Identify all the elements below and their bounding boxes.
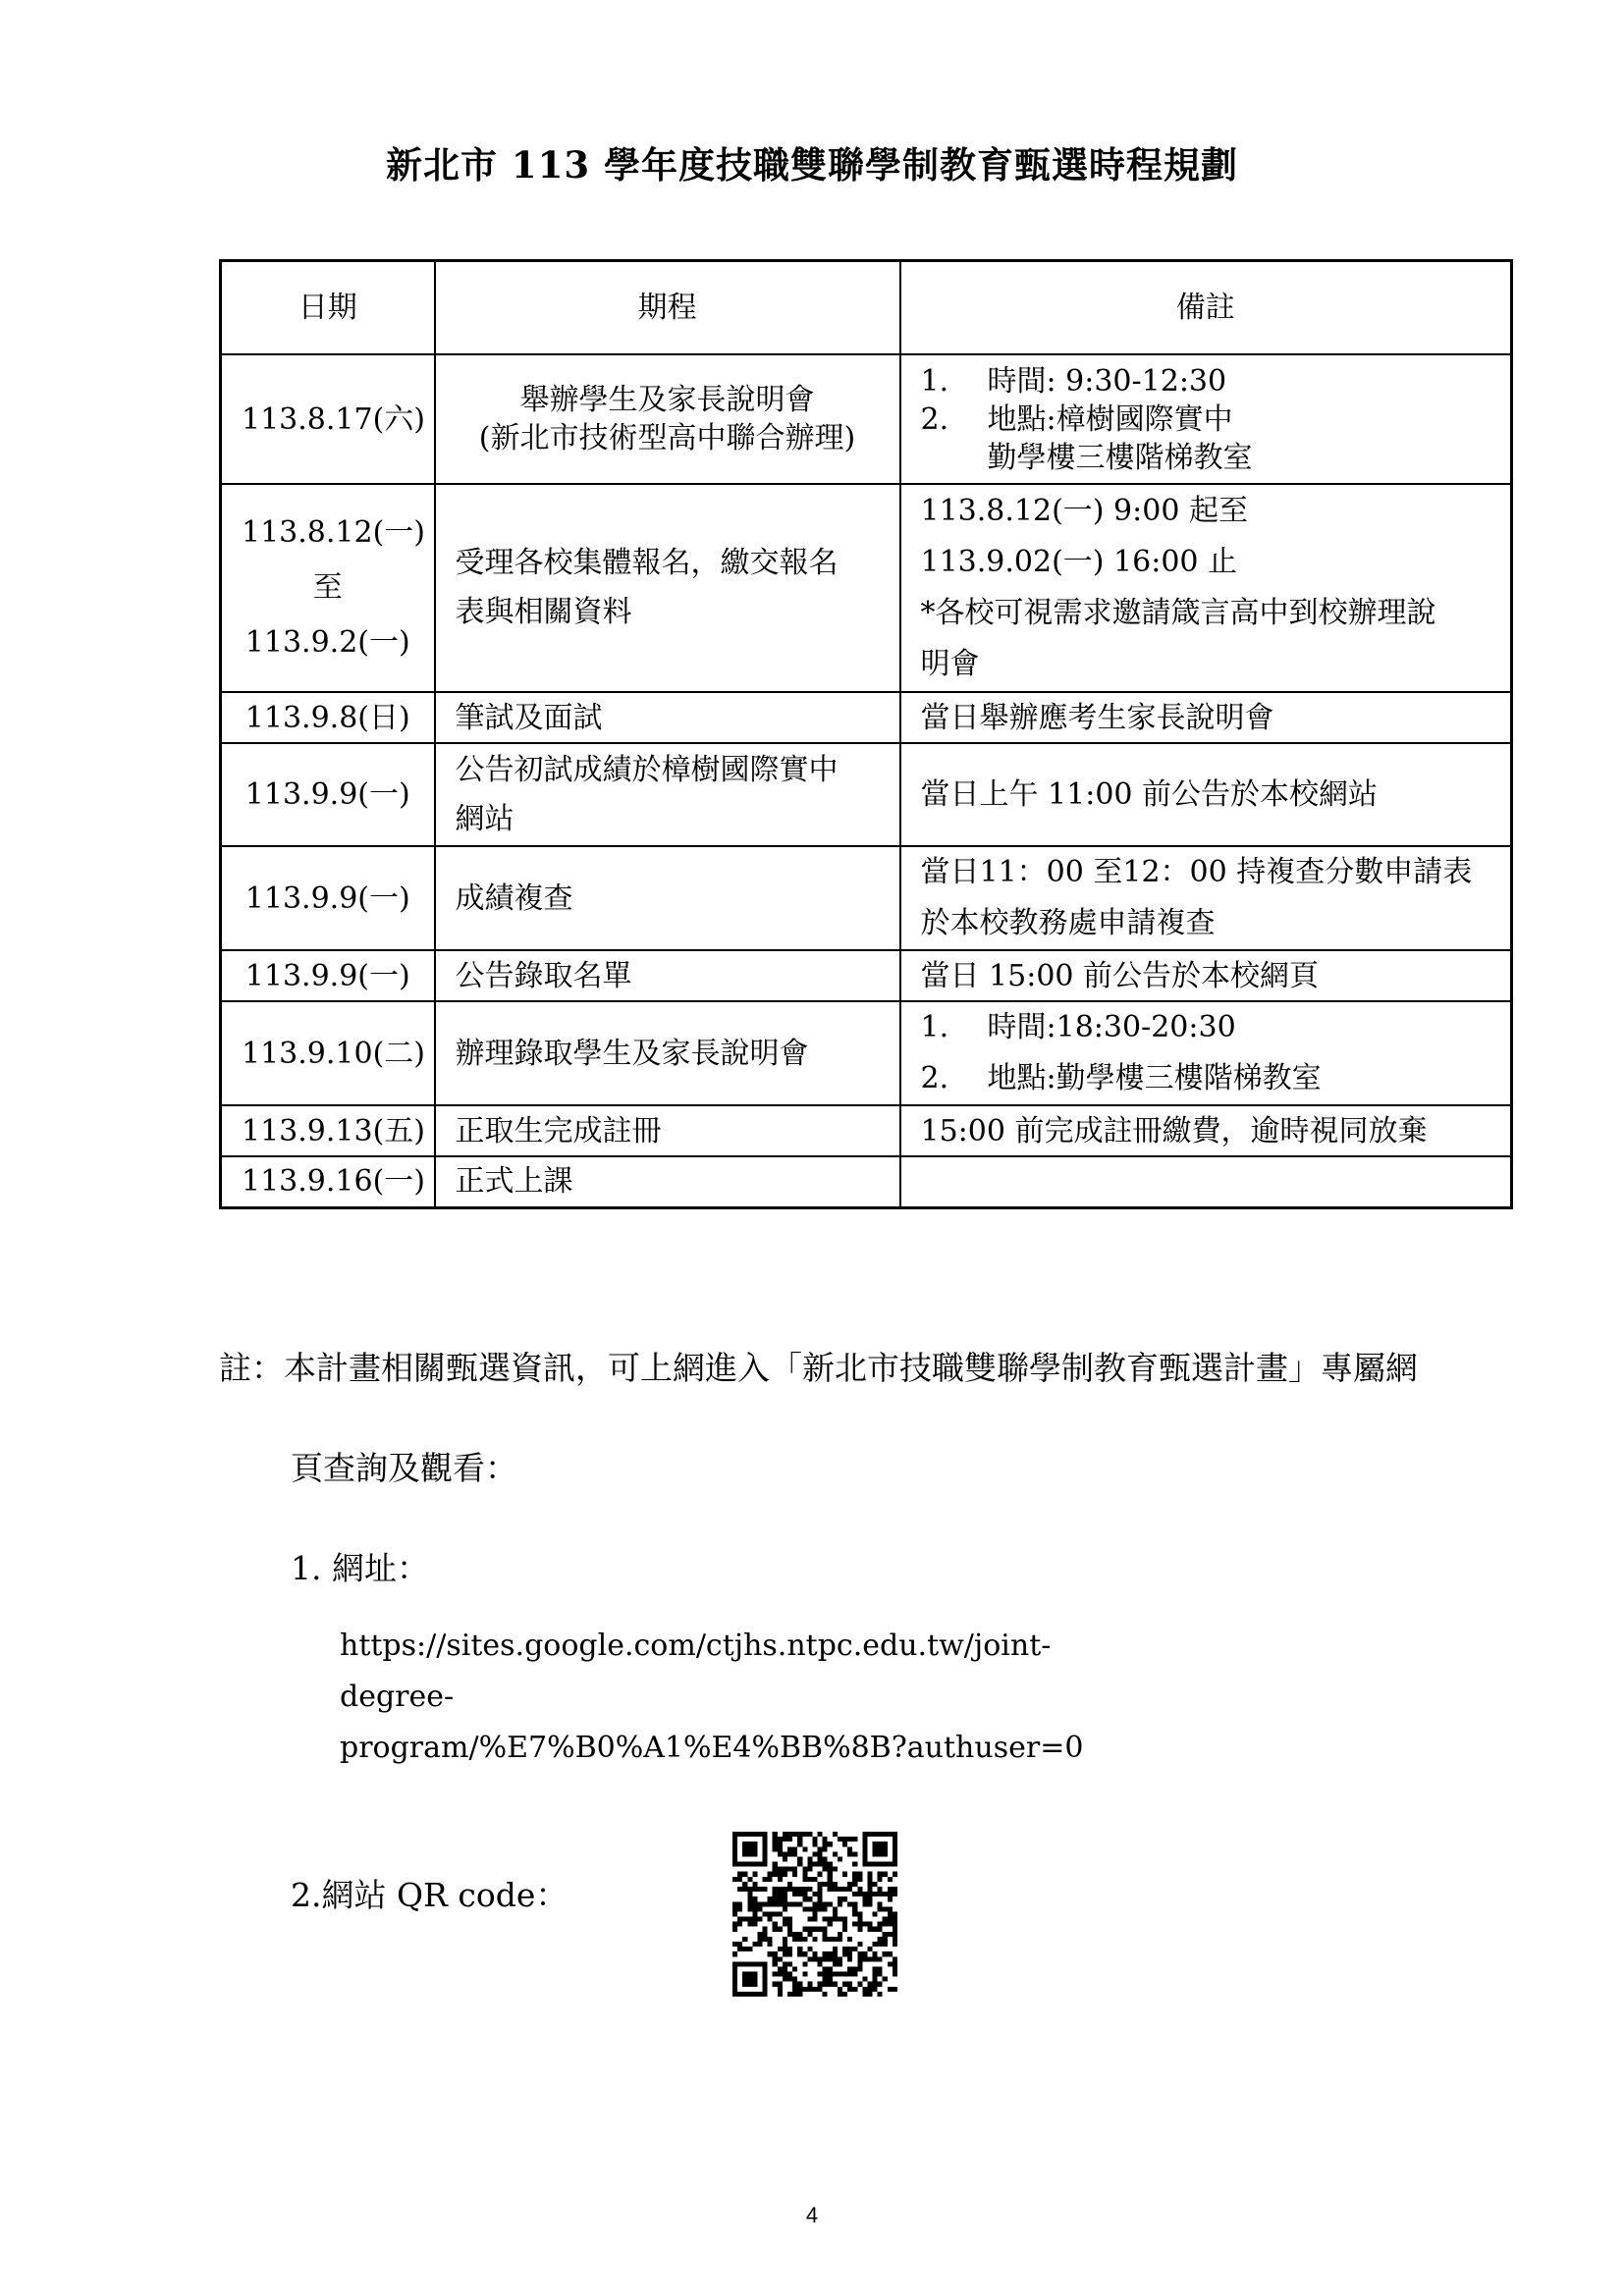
note-line (921, 775, 1491, 814)
note-text: 時間: 9:30-12:30 (987, 363, 1227, 399)
table-row (221, 692, 1512, 743)
row-notes (900, 846, 1512, 950)
note-line (921, 486, 1491, 537)
date-line: 113.9.2(一) (244, 625, 410, 660)
table-row (221, 1156, 1512, 1207)
header-schedule: 期程 (435, 261, 900, 355)
date-line: 113.8.12(一) (242, 515, 426, 550)
page-number: 4 (805, 2203, 819, 2227)
date-line: 至 (312, 570, 343, 605)
table-row (221, 743, 1512, 846)
note-text: 勤學樓三樓階梯教室 (987, 440, 1253, 475)
row-date (221, 1105, 435, 1156)
url-line: https://sites.google.com/ctjhs.ntpc.edu.tw/joint- (340, 1629, 1052, 1663)
date-line: 113.9.16(一) (242, 1164, 426, 1200)
row-schedule (435, 1105, 900, 1156)
note-line (921, 639, 1491, 690)
header-notes: 備註 (900, 261, 1512, 355)
note-line (921, 957, 1491, 995)
date-line: 113.9.13(五) (242, 1113, 426, 1148)
row-notes (900, 743, 1512, 846)
row-schedule (435, 1156, 900, 1207)
schedule-line: 受理各校集體報名，繳交報名 (455, 546, 839, 580)
schedule-line: 正取生完成註冊 (455, 1113, 662, 1148)
footnote-line-2: 頁查詢及觀看： (291, 1449, 517, 1487)
row-date (221, 1001, 435, 1105)
date-line: 113.9.9(一) (244, 777, 410, 812)
row-schedule (435, 484, 900, 692)
row-notes (900, 1001, 1512, 1105)
note-number: 2. (920, 401, 949, 437)
row-date (221, 846, 435, 950)
url-line: program/%E7%B0%A1%E4%BB%8B?authuser=0 (340, 1731, 1084, 1765)
note-text: 明會 (920, 647, 980, 681)
row-notes (900, 950, 1512, 1001)
table-row (221, 950, 1512, 1001)
row-date (221, 692, 435, 743)
note-line (921, 847, 1491, 898)
url-label: 1. 網址： (291, 1549, 429, 1587)
row-date (221, 354, 435, 484)
header-date: 日期 (221, 261, 435, 355)
row-notes (900, 692, 1512, 743)
note-text: 113.8.12(一) 9:00 起至 (920, 494, 1248, 528)
note-text: 時間:18:30-20:30 (987, 1010, 1236, 1044)
date-line: 113.8.17(六) (242, 401, 426, 437)
qr-code-image (732, 1832, 897, 1997)
schedule-line: 筆試及面試 (455, 700, 603, 735)
website-url[interactable] (340, 1621, 1083, 1774)
page-title: 新北市 113 學年度技職雙聯學制教育甄選時程規劃 (386, 143, 1238, 187)
row-schedule (435, 846, 900, 950)
row-schedule (435, 692, 900, 743)
note-text: 地點:樟樹國際實中 (987, 401, 1233, 437)
note-text: 當日舉辦應考生家長說明會 (920, 700, 1274, 735)
table-row (221, 354, 1512, 484)
schedule-line: 網站 (455, 801, 514, 836)
note-text: 113.9.02(一) 16:00 止 (920, 545, 1238, 579)
row-notes (900, 354, 1512, 484)
schedule-line: 舉辦學生及家長說明會 (519, 383, 815, 417)
note-number (921, 439, 988, 477)
note-line (921, 362, 1491, 400)
row-date (221, 484, 435, 692)
note-line (921, 537, 1491, 588)
note-line (921, 439, 1491, 477)
row-notes (900, 1105, 1512, 1156)
date-line: 113.9.10(二) (242, 1036, 426, 1071)
note-text: 當日上午 11:00 前公告於本校網站 (920, 777, 1379, 812)
table-row (221, 484, 1512, 692)
url-line: degree- (340, 1680, 455, 1714)
schedule-table (219, 259, 1513, 1209)
schedule-line: 辦理錄取學生及家長說明會 (455, 1036, 809, 1071)
note-line (921, 1112, 1491, 1150)
note-line (921, 1053, 1491, 1104)
schedule-line: 成績複查 (455, 881, 573, 916)
row-date (221, 950, 435, 1001)
row-date (221, 743, 435, 846)
schedule-line: 公告初試成績於樟樹國際實中 (455, 752, 839, 787)
date-line: 113.9.9(一) (244, 958, 410, 993)
note-text: 當日11：00 至12：00 持複查分數申請表 (920, 855, 1473, 889)
note-line (921, 699, 1491, 737)
schedule-line: 正式上課 (455, 1164, 573, 1200)
date-line: 113.9.9(一) (244, 881, 410, 916)
row-schedule (435, 1001, 900, 1105)
row-notes (900, 1156, 1512, 1207)
row-schedule (435, 743, 900, 846)
note-line (921, 1002, 1491, 1053)
note-line (921, 400, 1491, 439)
table-header-row (221, 261, 1512, 355)
note-number: 1. (920, 1010, 949, 1044)
schedule-line: 表與相關資料 (455, 595, 632, 629)
note-number: 2. (920, 1061, 949, 1095)
note-text: *各校可視需求邀請箴言高中到校辦理說 (920, 596, 1436, 630)
note-text: 15:00 前完成註冊繳費，逾時視同放棄 (920, 1113, 1428, 1148)
date-line: 113.9.8(日) (244, 700, 410, 735)
row-schedule (435, 354, 900, 484)
footnote-line-1: 註：本計畫相關甄選資訊，可上網進入「新北市技職雙聯學制教育甄選計畫」專屬網 (219, 1349, 1418, 1387)
table-row (221, 1105, 1512, 1156)
table-row (221, 1001, 1512, 1105)
schedule-line: 公告錄取名單 (455, 958, 632, 993)
qr-label: 2.網站 QR code： (291, 1876, 568, 1914)
note-text: 於本校教務處申請複查 (920, 906, 1216, 940)
note-line (921, 898, 1491, 949)
note-line (921, 588, 1491, 639)
schedule-line: (新北市技術型高中聯合辦理) (478, 421, 856, 455)
row-date (221, 1156, 435, 1207)
row-schedule (435, 950, 900, 1001)
table-row (221, 846, 1512, 950)
note-text: 當日 15:00 前公告於本校網頁 (920, 958, 1320, 993)
row-notes (900, 484, 1512, 692)
note-text: 地點:勤學樓三樓階梯教室 (987, 1061, 1322, 1095)
note-number: 1. (920, 363, 949, 399)
